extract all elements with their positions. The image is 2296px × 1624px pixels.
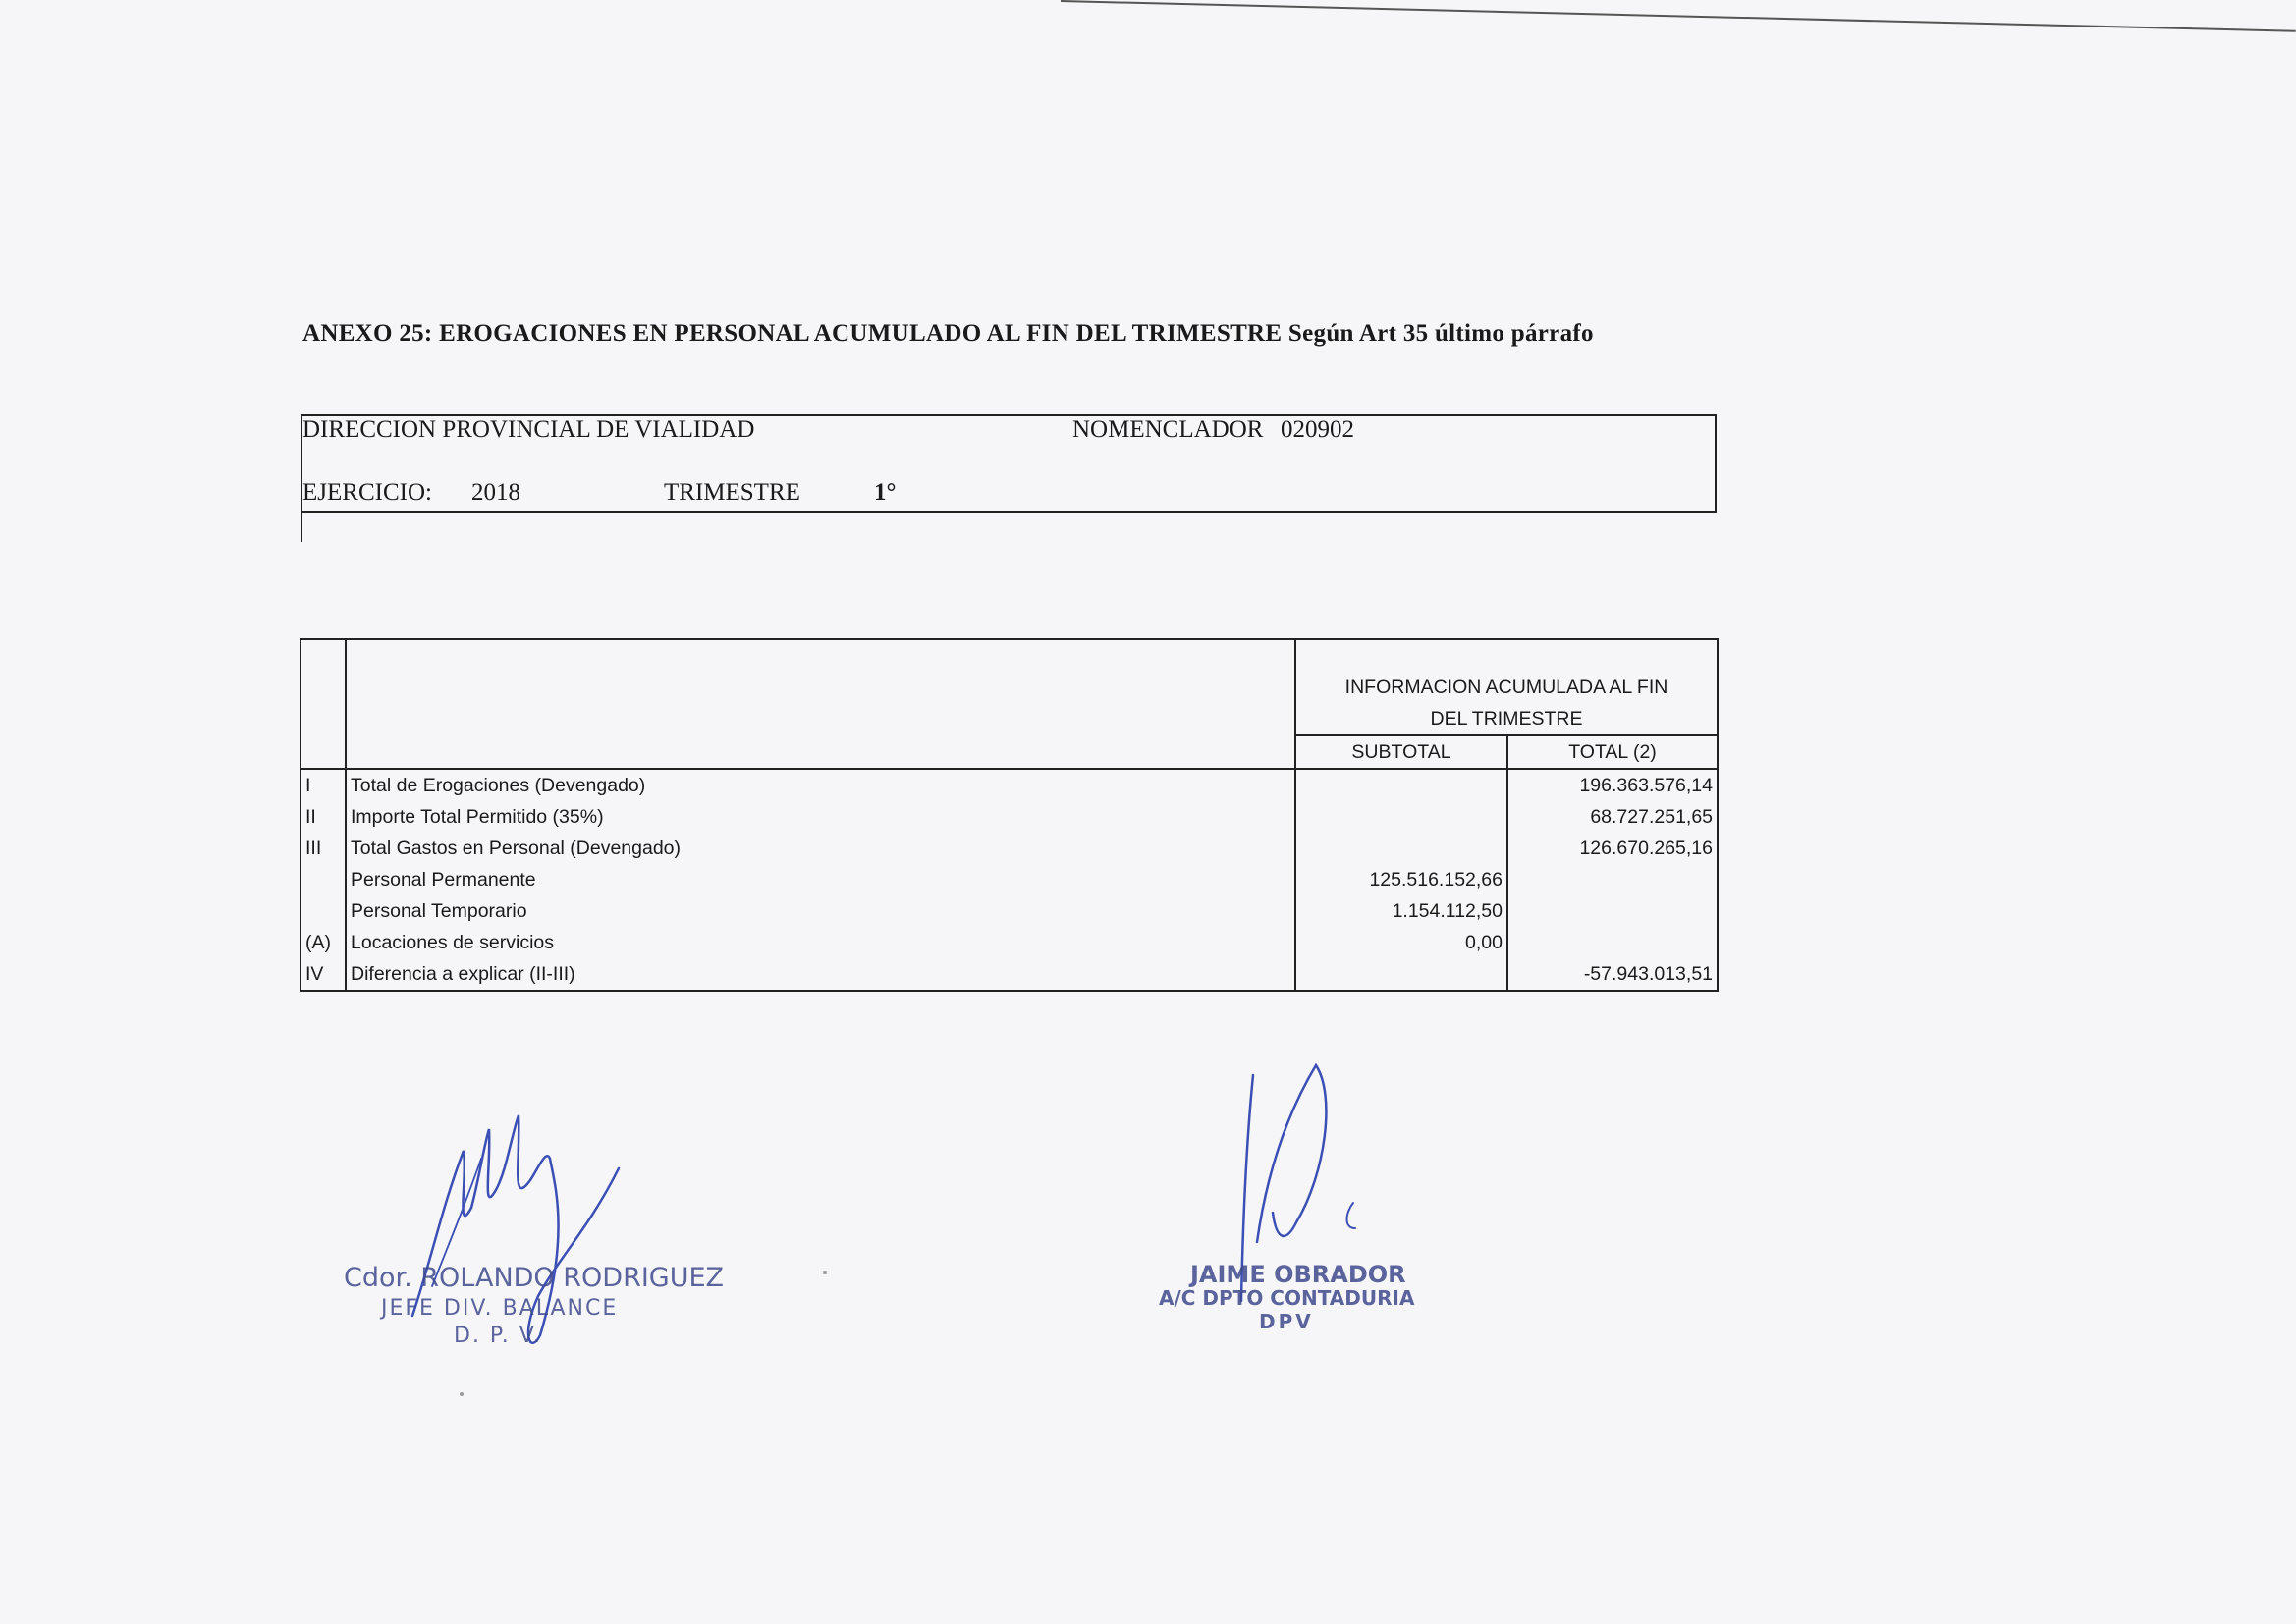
header-box [301, 414, 1717, 513]
row-total [1507, 927, 1718, 958]
row-subtotal: 125.516.152,66 [1295, 864, 1507, 895]
organismo: DIRECCION PROVINCIAL DE VIALIDAD [302, 416, 755, 443]
scan-speck [460, 1392, 464, 1396]
right-signature-org: DPV [1259, 1310, 1314, 1333]
table-row [301, 927, 1718, 958]
trimestre-label: TRIMESTRE [664, 479, 800, 506]
row-total: 68.727.251,65 [1507, 801, 1718, 833]
right-signature-name: JAIME OBRADOR [1190, 1261, 1406, 1288]
table-header-row [301, 639, 1718, 735]
row-code: IV [301, 958, 346, 991]
info-header-line2: DEL TRIMESTRE [1430, 708, 1583, 730]
row-subtotal [1295, 958, 1507, 991]
ejercicio-label: EJERCICIO: [302, 479, 432, 506]
row-label: Personal Permanente [346, 864, 1295, 895]
nomenclador-value: 020902 [1281, 416, 1354, 443]
table-row [301, 769, 1718, 801]
row-code: III [301, 833, 346, 864]
row-total [1507, 864, 1718, 895]
row-code: (A) [301, 927, 346, 958]
row-total [1507, 895, 1718, 927]
header-label-cell [346, 639, 1295, 769]
col-total-header: TOTAL (2) [1507, 735, 1718, 769]
left-signature-org: D. P. V. [454, 1324, 542, 1348]
row-code [301, 895, 346, 927]
row-label: Locaciones de servicios [346, 927, 1295, 958]
row-total: 126.670.265,16 [1507, 833, 1718, 864]
table-row [301, 833, 1718, 864]
row-subtotal [1295, 801, 1507, 833]
trimestre-value: 1° [874, 479, 897, 506]
table-row [301, 895, 1718, 927]
left-signature-name: Cdor. ROLANDO RODRIGUEZ [344, 1263, 725, 1293]
row-code [301, 864, 346, 895]
row-label: Diferencia a explicar (II-III) [346, 958, 1295, 991]
row-total: 196.363.576,14 [1507, 769, 1718, 801]
personal-expenses-table [300, 638, 1719, 992]
info-header-line1: INFORMACION ACUMULADA AL FIN [1344, 677, 1668, 698]
row-subtotal: 0,00 [1295, 927, 1507, 958]
left-signature-role: JEFE DIV. BALANCE [381, 1296, 619, 1321]
row-label: Total de Erogaciones (Devengado) [346, 769, 1295, 801]
scan-edge-line [1060, 0, 2296, 66]
row-label: Total Gastos en Personal (Devengado) [346, 833, 1295, 864]
row-subtotal [1295, 833, 1507, 864]
header-code-cell [301, 639, 346, 769]
page-title: ANEXO 25: EROGACIONES EN PERSONAL ACUMULADO AL FIN DEL TRIMESTRE Según Art 35 último párrafo [302, 320, 1594, 347]
table-row [301, 958, 1718, 991]
col-subtotal-header: SUBTOTAL [1295, 735, 1507, 769]
row-label: Importe Total Permitido (35%) [346, 801, 1295, 833]
scan-speck [823, 1271, 827, 1274]
table-row [301, 801, 1718, 833]
header-tail-line [301, 509, 302, 542]
row-code: I [301, 769, 346, 801]
row-subtotal [1295, 769, 1507, 801]
table-row [301, 864, 1718, 895]
ejercicio-value: 2018 [471, 479, 520, 506]
row-code: II [301, 801, 346, 833]
row-total: -57.943.013,51 [1507, 958, 1718, 991]
row-label: Personal Temporario [346, 895, 1295, 927]
row-subtotal: 1.154.112,50 [1295, 895, 1507, 927]
nomenclador-label: NOMENCLADOR [1072, 416, 1264, 443]
right-signature-role: A/C DPTO CONTADURIA [1159, 1286, 1415, 1310]
info-header [1295, 639, 1718, 735]
